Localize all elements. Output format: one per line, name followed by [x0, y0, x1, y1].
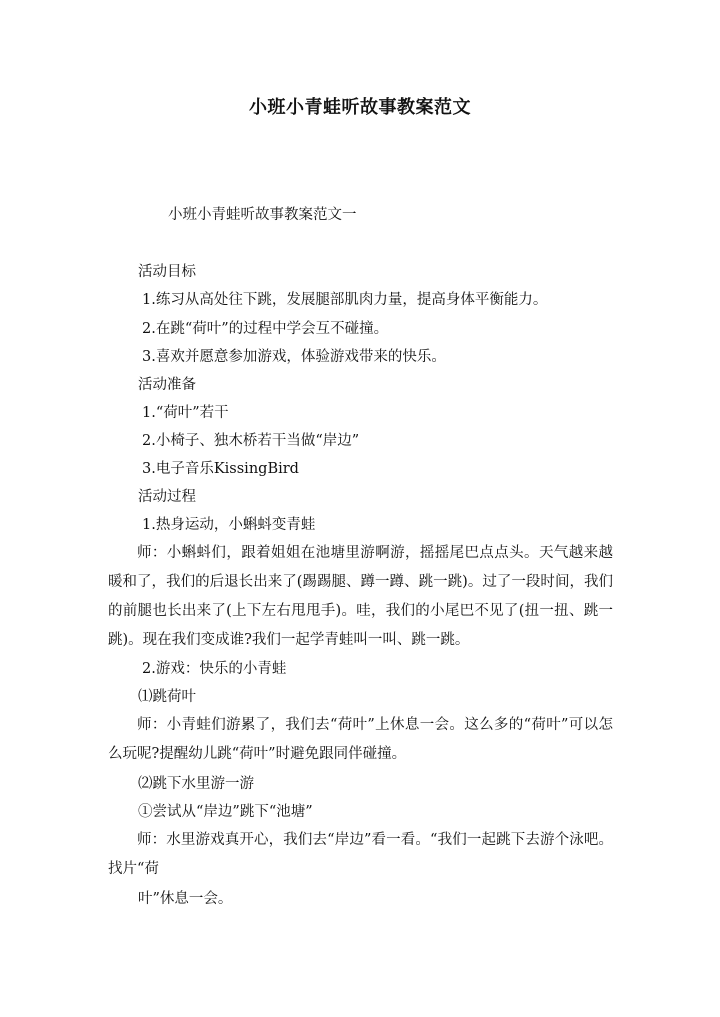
section-subtitle: 小班小青蛙听故事教案范文一 [168, 207, 357, 223]
body-paragraph: 师：水里游戏真开心，我们去“岸边”看一看。“我们一起跳下去游个泳吧。找片“荷 [108, 832, 613, 877]
goal-item: 1.练习从高处往下跳，发展腿部肌肉力量，提高身体平衡能力。 [142, 292, 548, 308]
body-paragraph: 师：小蝌蚪们，跟着姐姐在池塘里游啊游，摇摇尾巴点点头。天气越来越暖和了，我们的后退长出来了(踢踢腿、蹲一蹲、跳一跳)。过了一段时间，我们的前腿也长出来了(上下左右甩甩手)。哇，我们的小尾巴不见了(扭一扭、跳一跳)。现在我们变成谁?我们一起学青蛙叫一叫、跳一跳。 [108, 545, 613, 648]
body-paragraph: 师：小青蛙们游累了，我们去“荷叶”上休息一会。这么多的“荷叶”可以怎么玩呢?提醒幼儿跳“荷叶”时避免跟同伴碰撞。 [108, 717, 613, 762]
prep-item: 1.“荷叶”若干 [142, 405, 229, 421]
step-heading: 2.游戏：快乐的小青蛙 [142, 661, 287, 677]
goal-item: 3.喜欢并愿意参加游戏，体验游戏带来的快乐。 [142, 349, 446, 365]
body-paragraph-tail: 叶”休息一会。 [138, 891, 233, 907]
prep-heading: 活动准备 [138, 377, 196, 393]
sub-heading: ①尝试从“岸边”跳下“池塘” [138, 804, 313, 820]
sub-heading: ⑵跳下水里游一游 [138, 776, 254, 792]
step-heading: 1.热身运动，小蝌蚪变青蛙 [142, 517, 316, 533]
document-title: 小班小青蛙听故事教案范文 [249, 97, 471, 118]
sub-heading: ⑴跳荷叶 [138, 689, 196, 705]
goals-heading: 活动目标 [138, 264, 196, 280]
process-heading: 活动过程 [138, 489, 196, 505]
goal-item: 2.在跳“荷叶”的过程中学会互不碰撞。 [142, 321, 389, 337]
prep-item: 2.小椅子、独木桥若干当做“岸边” [142, 433, 360, 449]
prep-item: 3.电子音乐KissingBird [142, 461, 299, 477]
